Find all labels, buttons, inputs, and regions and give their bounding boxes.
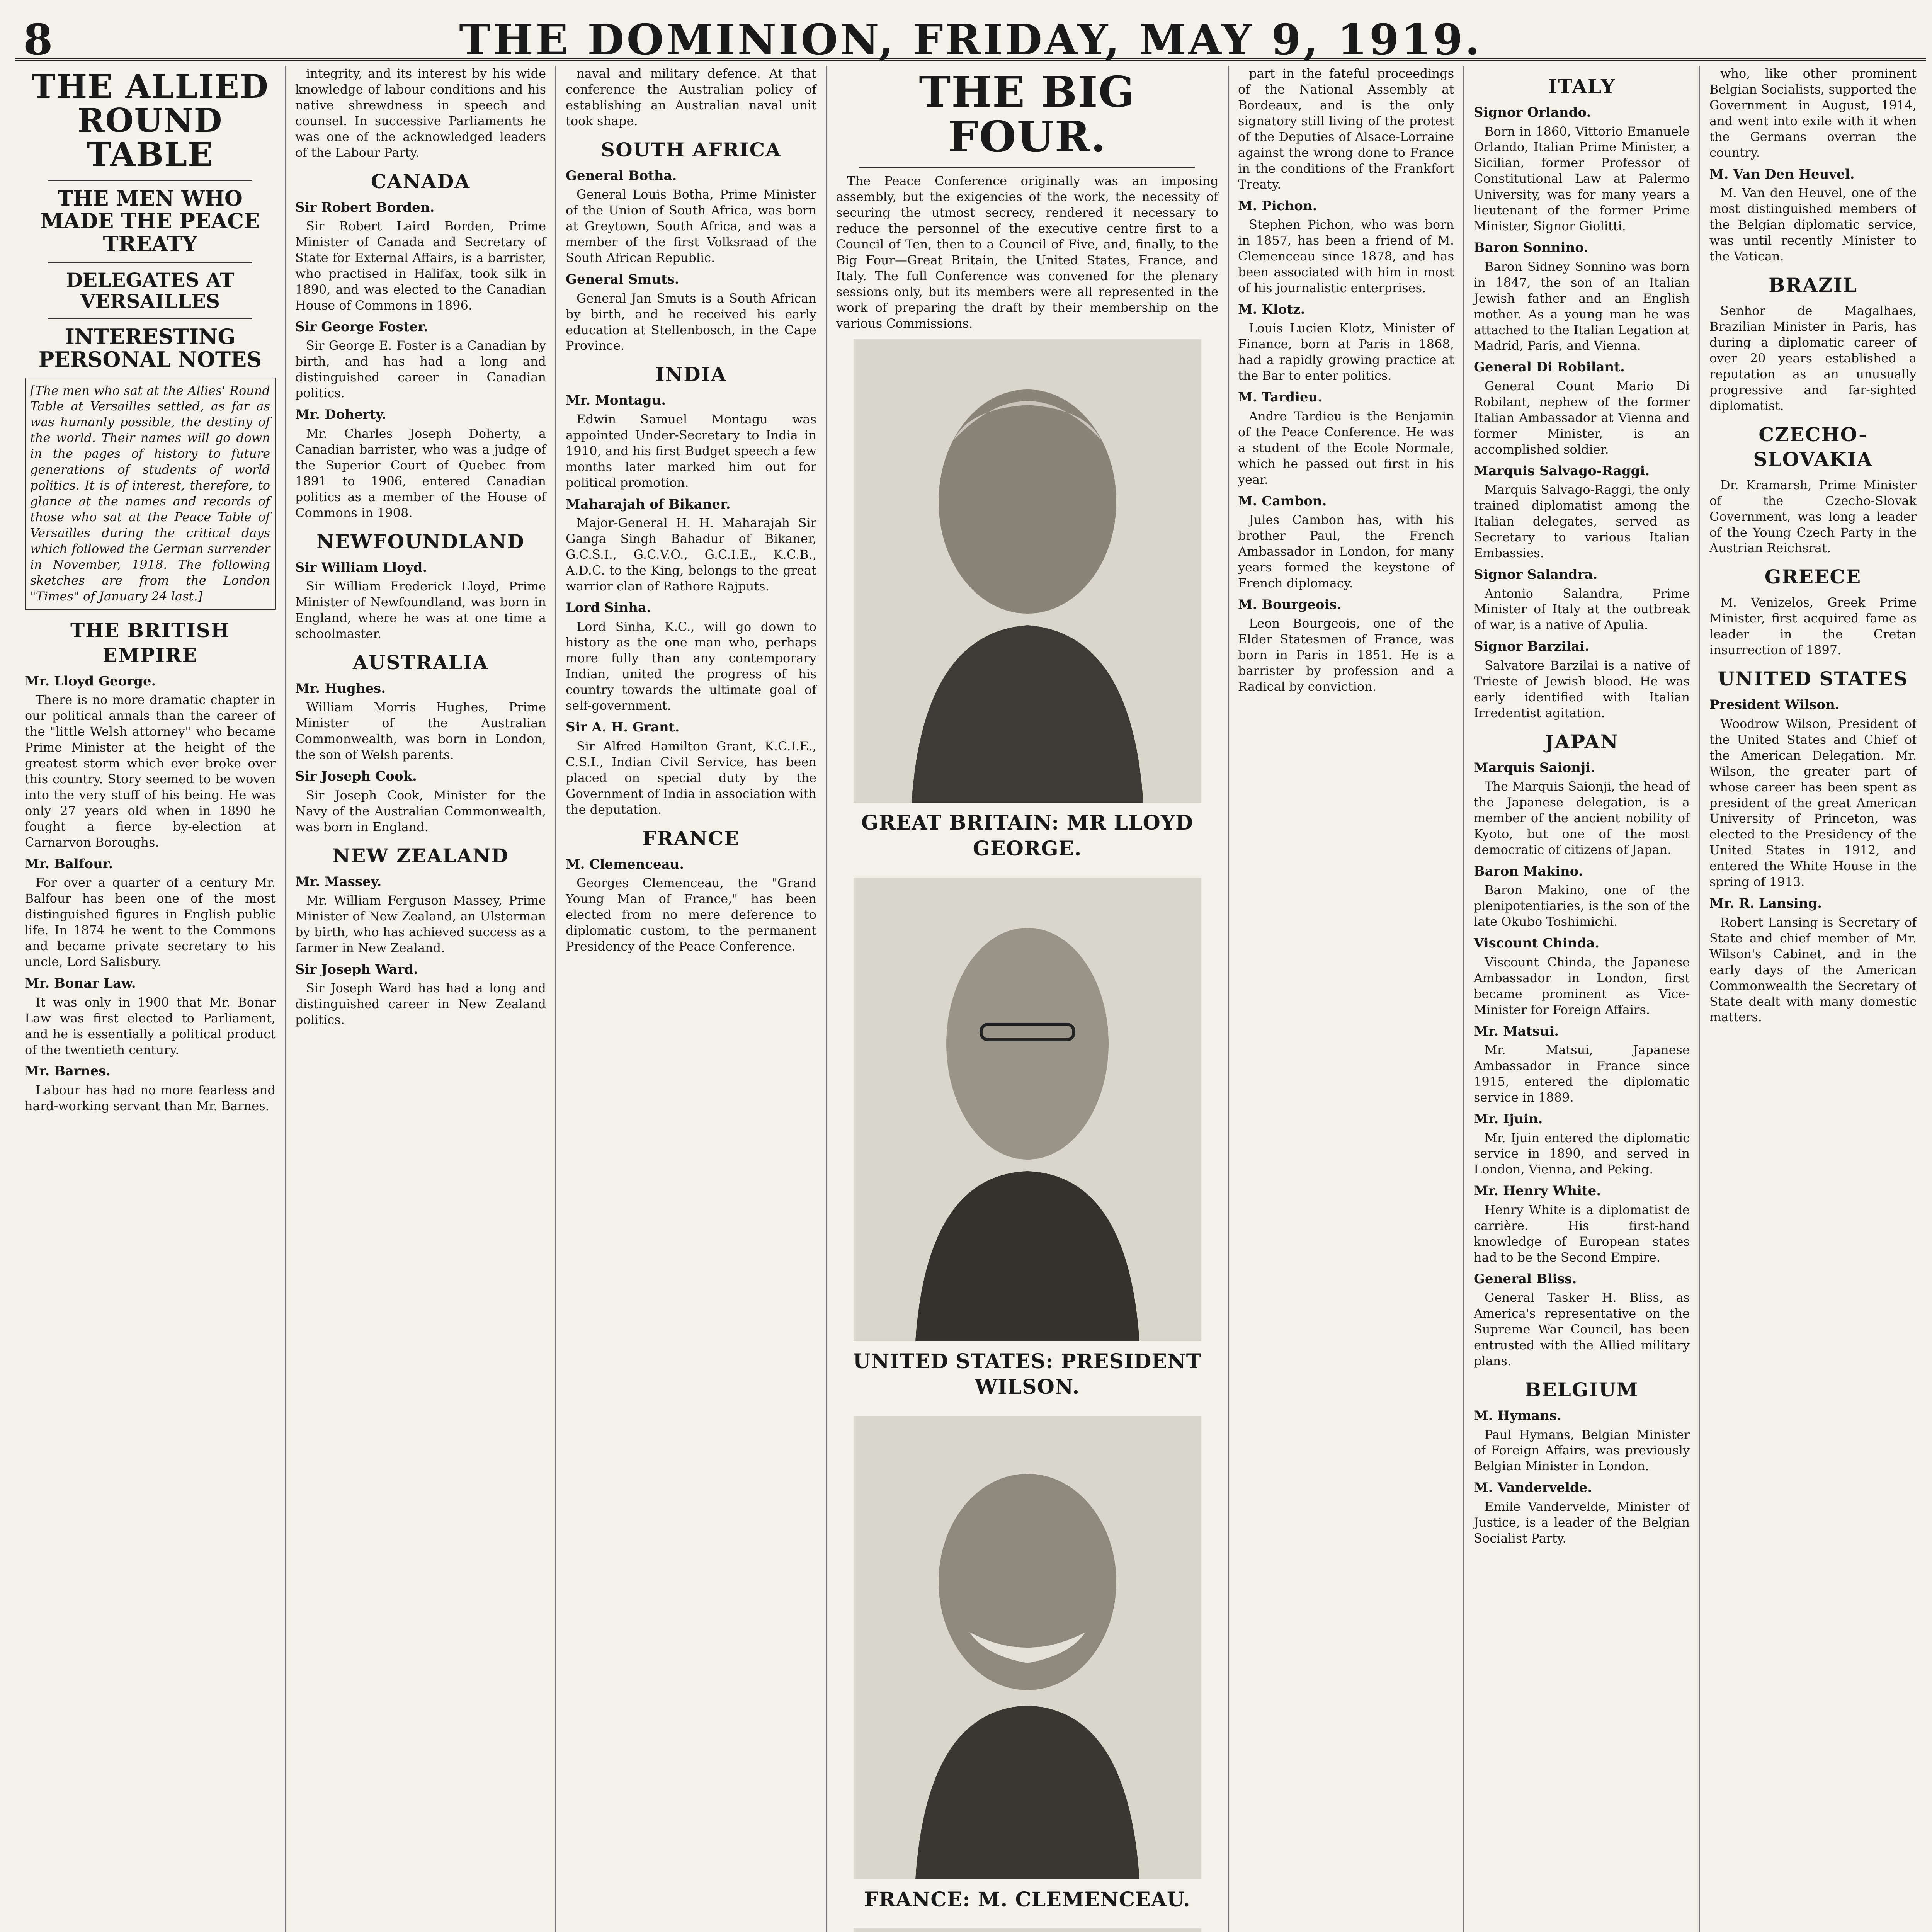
name-white: Mr. Henry White. — [1474, 1183, 1601, 1199]
portrait-wilson — [836, 878, 1218, 1345]
name-foster: Sir George Foster. — [295, 319, 428, 335]
name-sonnino: Baron Sonnino. — [1474, 240, 1588, 256]
article-text: Salvatore Barzilai is a native of Trieste of Jewish blood. He was early identified with Italian Irredentist agitation. — [1474, 658, 1690, 720]
article-text: Andre Tardieu is the Benjamin of the Peace Conference. He was a student of the Ecole Normale, which he passed out first in his year. — [1238, 408, 1454, 487]
section-brazil: BRAZIL — [1769, 274, 1857, 296]
article-text: Sir Alfred Hamilton Grant, K.C.I.E., C.S.I., Indian Civil Service, has been placed on special duty by the Government of India in association with the deputation. — [566, 738, 816, 817]
article-text: Mr. William Ferguson Massey, Prime Minister of New Zealand, an Ulsterman by birth, who has achieved success as a farmer in New Zealand. — [295, 893, 546, 955]
name-saionji: Marquis Saionji. — [1474, 760, 1595, 776]
name-lansing: Mr. R. Lansing. — [1709, 896, 1822, 912]
name-montagu: Mr. Montagu. — [566, 393, 666, 408]
portrait-clemenceau — [836, 1416, 1218, 1883]
article-text: Jules Cambon has, with his brother Paul, the French Ambassador in London, for many years formed the keystone of French diplomacy. — [1238, 512, 1454, 590]
section-canada: CANADA — [371, 170, 471, 193]
article-text: Sir Robert Laird Borden, Prime Minister of Canada and Secretary of State for External Affairs, is a barrister, who practised in Halifax, took silk in 1890, and was elected to the Canadian House of Commons in 1896. — [295, 219, 546, 313]
column-3 — [556, 66, 827, 1932]
article-text: Dr. Kramarsh, Prime Minister of the Czecho-Slovak Government, was long a leader of the Young Czech Party in the Austrian Reichsrat. — [1709, 477, 1917, 556]
name-bonar-law: Mr. Bonar Law. — [25, 976, 136, 992]
article-text: Henry White is a diplomatist de carrière. His first-hand knowledge of European states had to be the Second Empire. — [1474, 1202, 1690, 1265]
article-text: For over a quarter of a century Mr. Balfour has been one of the most distinguished figures in English public life. In 1874 he went to the Commons and became private secretary to his uncle, Lord Salisbury. — [25, 875, 276, 969]
name-lloyd-george: Mr. Lloyd George. — [25, 673, 156, 689]
divider — [859, 167, 1195, 168]
section-france: FRANCE — [642, 827, 740, 850]
divider — [48, 318, 252, 319]
name-balfour: Mr. Balfour. — [25, 856, 113, 872]
article-text: General Louis Botha, Prime Minister of the Union of South Africa, was born at Greytown, South Africa, and was a member of the first Volksraad of the South African Republic. — [566, 187, 816, 265]
article-text: Georges Clemenceau, the "Grand Young Man of France," has been elected from no mere deference to diplomatic custom, to the permanent Presidency of the Peace Conference. — [566, 876, 816, 954]
caption-united-states: UNITED STATES: PRESIDENT WILSON. — [853, 1349, 1202, 1399]
column-5 — [1229, 66, 1464, 1932]
divider — [48, 262, 252, 263]
name-massey: Mr. Massey. — [295, 874, 382, 889]
name-cambon: M. Cambon. — [1238, 493, 1327, 509]
article-text: Paul Hymans, Belgian Minister of Foreign Affairs, was previously Belgian Minister in London. — [1474, 1427, 1690, 1474]
portrait-image — [854, 1928, 1201, 1932]
section-british-empire: THE BRITISH EMPIRE — [70, 619, 230, 667]
headline-men-who-made: THE MEN WHO MADE THE PEACE TREATY — [40, 185, 260, 257]
section-newfoundland: NEWFOUNDLAND — [316, 530, 525, 553]
name-matsui: Mr. Matsui. — [1474, 1023, 1559, 1039]
intro-note: [The men who sat at the Allies' Round Table at Versailles settled, as far as was humanly possible, the destiny of the world. Their names will go down in the pages of history to future generations of students of world politics. It is of interest, therefore, to glance at the names and records of those who sat at the Peace Table of Versailles during the critical days which followed the German surrender in November, 1918. The following sketches are from the London "Times" of January 24 last.] — [25, 378, 276, 610]
masthead — [15, 8, 1926, 65]
article-text: part in the fateful proceedings of the National Assembly at Bordeaux, and is the only signatory still living of the protest of the Deputies of Alsace-Lorraine against the wrong done to France in the conditions of the Frankfort Treaty. — [1238, 66, 1454, 192]
article-text: William Morris Hughes, Prime Minister of the Australian Commonwealth, was born in London, the son of Welsh parents. — [295, 700, 546, 762]
name-hughes: Mr. Hughes. — [295, 680, 386, 696]
article-text: Woodrow Wilson, President of the United States and Chief of the American Delegation. Mr. Wilson, the greater part of whose career has been spent as president of the great American University of Princeton, was elected to the Presidency of the United States in 1912, and entered the White House in the spring of 1913. — [1709, 716, 1917, 889]
name-ward: Sir Joseph Ward. — [295, 961, 418, 977]
article-text: Labour has had no more fearless and hard-working servant than Mr. Barnes. — [25, 1082, 276, 1113]
name-chinda: Viscount Chinda. — [1474, 935, 1600, 951]
name-di-robilant: General Di Robilant. — [1474, 359, 1625, 375]
name-ijuin: Mr. Ijuin. — [1474, 1111, 1543, 1127]
section-united-states: UNITED STATES — [1718, 667, 1908, 690]
big-four-intro: The Peace Conference originally was an imposing assembly, but the exigencies of the work, the necessity of securing the utmost secrecy, rendered it necessary to reduce the personnel of the executive centre first to a Council of Ten, then to a Council of Five, and, finally, to the Big Four—Great Britain, the United States, France, and Italy. The full Conference was convened for the plenary sessions only, but its members were all represented in the work of preparing the draft by their membership on the various Commissions. — [836, 173, 1218, 331]
name-bourgeois: M. Bourgeois. — [1238, 597, 1342, 612]
article-text: Stephen Pichon, who was born in 1857, has been a friend of M. Clemenceau since 1878, and has been associated with him in most of his journalistic enterprises. — [1238, 217, 1454, 295]
article-text: Senhor de Magalhaes, Brazilian Minister in Paris, has during a diplomatic career of over 20 years established a reputation as an unusually progressive and far-sighted diplomatist. — [1709, 303, 1917, 413]
article-text: General Tasker H. Bliss, as America's representative on the Supreme War Council, has been entrusted with the Allied military plans. — [1474, 1290, 1690, 1369]
page-number: 8 — [23, 15, 53, 65]
article-text: Born in 1860, Vittorio Emanuele Orlando, Italian Prime Minister, a Sicilian, former Professor of Constitutional Law at Palermo University, was for many years a lieutenant of the former Prime Minister, Signor Giolitti. — [1474, 124, 1690, 234]
portrait-orlando — [836, 1928, 1218, 1932]
name-sinha: Lord Sinha. — [566, 600, 651, 616]
name-lloyd: Sir William Lloyd. — [295, 560, 427, 575]
headline-personal-notes: INTERESTING PERSONAL NOTES — [38, 324, 262, 372]
article-text: Louis Lucien Klotz, Minister of Finance, born at Paris in 1868, had a rapidly growing practice at the Bar to enter politics. — [1238, 321, 1454, 383]
article-text: Major-General H. H. Maharajah Sir Ganga Singh Bahadur of Bikaner, G.C.S.I., G.C.V.O., G.C.I.E., K.C.B., A.D.C. to the King, belongs to the great warrior clan of Rathore Rajputs. — [566, 515, 816, 594]
caption-france: FRANCE: M. CLEMENCEAU. — [864, 1888, 1190, 1912]
article-text: Mr. Ijuin entered the diplomatic service in 1890, and served in London, Vienna, and Peking. — [1474, 1130, 1690, 1177]
name-salvago-raggi: Marquis Salvago-Raggi. — [1474, 463, 1650, 479]
article-text: Marquis Salvago-Raggi, the only trained diplomatist among the Italian delegates, served as Secretary to various Italian Embassies. — [1474, 482, 1690, 561]
section-czecho-slovakia: CZECHO-SLOVAKIA — [1753, 423, 1873, 471]
portrait-image — [854, 878, 1201, 1341]
name-wilson: President Wilson. — [1709, 697, 1840, 713]
section-belgium: BELGIUM — [1525, 1378, 1639, 1401]
article-text: integrity, and its interest by his wide knowledge of labour conditions and his native shrewdness in speech and counsel. In successive Parliaments he was one of the acknowledged leaders of the Labour Party. — [295, 66, 546, 160]
newspaper-title: THE DOMINION, FRIDAY, MAY 9, 1919. — [459, 15, 1482, 65]
portrait-image — [854, 1416, 1201, 1879]
article-text: Mr. Matsui, Japanese Ambassador in France since 1915, entered the diplomatic service in 1889. — [1474, 1043, 1690, 1105]
name-barzilai: Signor Barzilai. — [1474, 639, 1589, 655]
name-orlando: Signor Orlando. — [1474, 105, 1591, 120]
column-7 — [1700, 66, 1926, 1932]
name-clemenceau: M. Clemenceau. — [566, 856, 684, 872]
article-text: Edwin Samuel Montagu was appointed Under-Secretary to India in 1910, and his first Budget speech a few months later marked him out for political promotion. — [566, 412, 816, 490]
name-borden: Sir Robert Borden. — [295, 199, 435, 215]
name-smuts: General Smuts. — [566, 272, 679, 287]
article-text: Baron Makino, one of the plenipotentiaries, is the son of the late Okubo Toshimichi. — [1474, 883, 1690, 929]
name-bliss: General Bliss. — [1474, 1271, 1577, 1287]
article-text: Antonio Salandra, Prime Minister of Italy at the outbreak of war, is a native of Apulia. — [1474, 586, 1690, 633]
name-van-den-heuvel: M. Van Den Heuvel. — [1709, 166, 1855, 182]
name-tardieu: M. Tardieu. — [1238, 389, 1323, 405]
name-grant: Sir A. H. Grant. — [566, 719, 680, 735]
article-text: Mr. Charles Joseph Doherty, a Canadian barrister, who was a judge of the Superior Court of Quebec from 1891 to 1906, entered Canadian politics as a member of the House of Commons in 1908. — [295, 426, 546, 520]
section-greece: GREECE — [1764, 565, 1862, 588]
article-text: Baron Sidney Sonnino was born in 1847, the son of an Italian Jewish father and an English mother. As a young man he was attached to the Italian Legation at Madrid, Paris, and Vienna. — [1474, 259, 1690, 353]
name-hymans: M. Hymans. — [1474, 1408, 1561, 1423]
name-klotz: M. Klotz. — [1238, 301, 1305, 317]
portrait-lloyd-george — [836, 339, 1218, 807]
article-text: Emile Vandervelde, Minister of Justice, is a leader of the Belgian Socialist Party. — [1474, 1499, 1690, 1546]
article-text: Lord Sinha, K.C., will go down to history as the one man who, perhaps more fully than any contemporary Indian, united the progress of his country towards the ultimate goal of self-government. — [566, 619, 816, 713]
article-text: Viscount Chinda, the Japanese Ambassador in London, first became prominent as Vice-Minister for Foreign Affairs. — [1474, 954, 1690, 1017]
headline-allied-round-table: THE ALLIED ROUND TABLE — [31, 67, 269, 174]
article-text: Leon Bourgeois, one of the Elder Statesmen of France, was born in Paris in 1851. He is a barrister by profession and a Radical by conviction. — [1238, 616, 1454, 694]
section-italy: ITALY — [1548, 75, 1616, 98]
article-text: Robert Lansing is Secretary of State and chief member of Mr. Wilson's Cabinet, and in the early days of the American Commonwealth the Secretary of State dealt with many domestic matters. — [1709, 915, 1917, 1025]
name-barnes: Mr. Barnes. — [25, 1063, 111, 1079]
name-bikaner: Maharajah of Bikaner. — [566, 496, 731, 512]
article-text: who, like other prominent Belgian Socialists, supported the Government in August, 1914, and went into exile with it when the Germans overran the country. — [1709, 66, 1917, 160]
name-pichon: M. Pichon. — [1238, 198, 1317, 214]
column-6 — [1464, 66, 1700, 1932]
section-new-zealand: NEW ZEALAND — [332, 844, 509, 867]
name-botha: General Botha. — [566, 168, 677, 184]
name-makino: Baron Makino. — [1474, 863, 1583, 879]
article-text: There is no more dramatic chapter in our political annals than the career of the "little Welsh attorney" who became Prime Minister at the height of the greatest storm which ever broke over this country. Story seemed to be woven into the very stuff of his being. He was only 27 years old when in 1890 he fought a fierce by-election at Carnarvon Boroughs. — [25, 692, 276, 850]
article-text: Sir Joseph Cook, Minister for the Navy of the Australian Commonwealth, was born in England. — [295, 787, 546, 834]
caption-great-britain: GREAT BRITAIN: MR LLOYD GEORGE. — [861, 811, 1194, 861]
article-text: It was only in 1900 that Mr. Bonar Law was first elected to Parliament, and he is essentially a political product of the twentieth century. — [25, 995, 276, 1057]
name-vandervelde: M. Vandervelde. — [1474, 1480, 1592, 1496]
article-text: M. Van den Heuvel, one of the most distinguished members of the Belgian diplomatic service, was until recently Minister to the Vatican. — [1709, 185, 1917, 264]
headline-delegates: DELEGATES AT VERSAILLES — [66, 268, 235, 313]
section-australia: AUSTRALIA — [352, 651, 489, 674]
name-salandra: Signor Salandra. — [1474, 566, 1598, 582]
name-cook: Sir Joseph Cook. — [295, 769, 417, 784]
column-big-four — [827, 66, 1229, 1932]
headline-big-four: THE BIG FOUR. — [919, 67, 1136, 162]
name-doherty: Mr. Doherty. — [295, 407, 386, 423]
column-1 — [15, 66, 286, 1932]
column-2 — [286, 66, 556, 1932]
article-text: Sir Joseph Ward has had a long and distinguished career in New Zealand politics. — [295, 981, 546, 1027]
article-text: M. Venizelos, Greek Prime Minister, first acquired fame as leader in the Cretan insurrection of 1897. — [1709, 595, 1917, 658]
article-text: The Marquis Saionji, the head of the Japanese delegation, is a member of the ancient nobility of Kyoto, but one of the most democratic of citizens of Japan. — [1474, 779, 1690, 857]
divider — [48, 180, 252, 181]
article-text: Sir George E. Foster is a Canadian by birth, and has had a long and distinguished career in Canadian politics. — [295, 338, 546, 401]
article-text: General Jan Smuts is a South African by birth, and he received his early education at Stellenbosch, in the Cape Province. — [566, 291, 816, 353]
section-south-africa: SOUTH AFRICA — [601, 138, 781, 161]
article-text: naval and military defence. At that conference the Australian policy of establishing an Australian naval unit took shape. — [566, 66, 816, 128]
section-india: INDIA — [655, 363, 727, 386]
portrait-image — [854, 339, 1201, 803]
section-japan: JAPAN — [1545, 730, 1619, 753]
article-text: General Count Mario Di Robilant, nephew of the former Italian Ambassador at Vienna and former Minister, is an accomplished soldier. — [1474, 378, 1690, 457]
article-text: Sir William Frederick Lloyd, Prime Minister of Newfoundland, was born in England, where he was at one time a schoolmaster. — [295, 579, 546, 641]
